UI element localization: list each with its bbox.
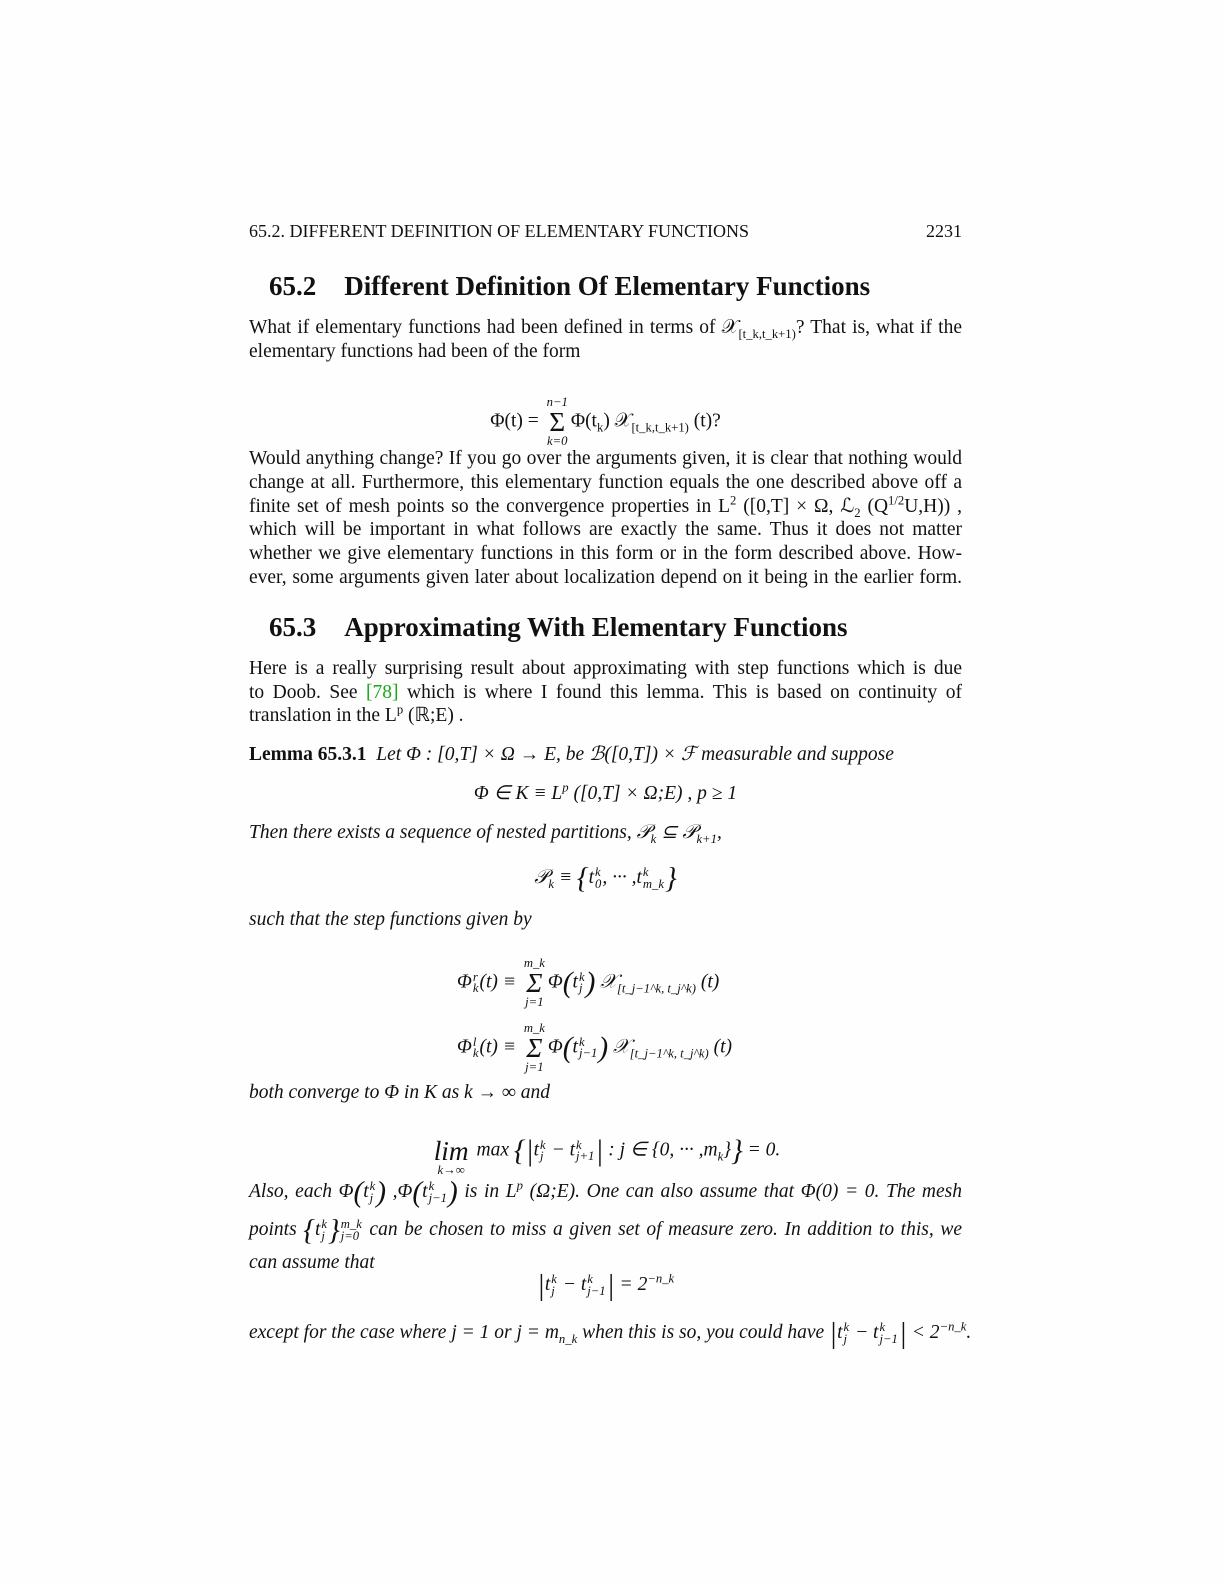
text-run: (t) ≡ <box>479 971 521 993</box>
paragraph-line <box>249 566 962 590</box>
text-run: finite set of mesh points so the convergence properties in L <box>249 496 730 517</box>
text-run: = 2 <box>614 1274 648 1295</box>
superscript: l <box>472 1034 477 1049</box>
delimiter: | <box>606 1269 615 1302</box>
sup-sub-stack <box>587 1274 605 1297</box>
subscript: k <box>596 420 604 435</box>
lemma-text <box>376 744 894 765</box>
upper-limit: m_k <box>523 956 545 970</box>
upper-limit: m_k <box>523 1021 545 1035</box>
sup-sub-stack <box>370 1181 376 1204</box>
subscript: k <box>650 831 657 846</box>
lemma-line <box>249 1214 962 1247</box>
superscript: k <box>540 1137 546 1152</box>
sup-sub-stack <box>551 1274 557 1297</box>
subscript: k <box>472 981 479 996</box>
delimiter: ) <box>585 967 596 1000</box>
sup-sub-stack <box>540 1137 546 1164</box>
text-run: Also, each Φ <box>249 1181 354 1202</box>
text-run: t <box>572 971 578 993</box>
superscript: r <box>472 969 478 984</box>
sup-sub-stack <box>472 969 479 996</box>
text-run: Here is a really surprising result about approximating with step functions which is due <box>249 658 962 679</box>
text-run: Φ <box>547 1036 563 1058</box>
lemma-line <box>249 821 962 845</box>
lower-limit: j=1 <box>525 1060 544 1074</box>
display-equation <box>249 1269 962 1302</box>
paragraph-line <box>249 447 962 471</box>
text-run: max <box>471 1139 514 1161</box>
superscript: k <box>551 1272 557 1287</box>
section-number: 65.3 <box>269 612 317 642</box>
section-number: 65.2 <box>269 271 317 301</box>
lower-limit: k=0 <box>546 434 568 448</box>
text-run: ,Φ <box>386 1181 413 1202</box>
sup-sub-stack <box>643 867 664 890</box>
text-run: when this is so, you could have <box>577 1322 830 1343</box>
superscript: k <box>578 969 585 984</box>
delimiter: { <box>576 862 589 895</box>
operator-symbol: Σ <box>526 1032 543 1063</box>
sup-sub-stack <box>321 1219 327 1242</box>
text-run: Then there exists a sequence of nested partitions, 𝒫 <box>249 822 651 843</box>
text-run: 𝒳 <box>608 1036 630 1058</box>
display-equation <box>249 1122 962 1181</box>
sup-sub-stack <box>429 1181 447 1204</box>
delimiter: | <box>898 1317 907 1350</box>
text-run: . <box>966 1322 972 1343</box>
delimiter: ) <box>447 1176 458 1209</box>
delimiter: ) <box>598 1032 609 1065</box>
text-run: elementary functions had been of the form <box>249 341 581 362</box>
text-run: What if elementary functions had been defined in terms of 𝒳 <box>249 317 739 338</box>
superscript: k <box>843 1320 850 1335</box>
subscript: m_k <box>642 876 664 891</box>
superscript: k <box>595 865 601 880</box>
delimiter: } <box>328 1214 340 1247</box>
text-run: 𝒫 <box>534 867 549 888</box>
summation-operator <box>434 1122 469 1181</box>
operator-symbol: lim <box>433 1135 469 1166</box>
sup-sub-stack <box>844 1322 850 1345</box>
running-header <box>249 219 962 243</box>
superscript: k <box>428 1179 435 1194</box>
text-run: can assume that <box>249 1252 375 1273</box>
running-title: 65.2. DIFFERENT DEFINITION OF ELEMENTARY FUNCTIONS <box>249 221 750 241</box>
superscript: −n_k <box>939 1319 967 1334</box>
delimiter: ( <box>562 967 573 1000</box>
paragraph-line <box>249 518 962 542</box>
text-run: t <box>533 1139 540 1161</box>
operator-symbol: Σ <box>549 406 566 437</box>
subscript: j+1 <box>575 1149 595 1164</box>
superscript: k <box>879 1320 886 1335</box>
subscript: k <box>472 1046 479 1061</box>
subscript: j−1 <box>428 1190 447 1205</box>
text-run: ⊆ 𝒫 <box>656 822 697 843</box>
delimiter: { <box>513 1135 526 1168</box>
text-run: both converge to Φ in K as k → ∞ and <box>249 1082 550 1103</box>
text-run: (t)? <box>688 410 721 432</box>
lower-limit: k→∞ <box>437 1163 465 1177</box>
text-run: < 2 <box>906 1322 940 1343</box>
delimiter: } <box>665 862 677 895</box>
text-run: − t <box>850 1322 879 1343</box>
text-run: except for the case where j = 1 or j = m <box>249 1322 559 1343</box>
lemma-label: Lemma 65.3.1 <box>249 744 367 765</box>
text-run: t <box>544 1274 551 1295</box>
section-heading-65-3 <box>269 612 982 642</box>
superscript: k <box>587 1272 593 1287</box>
subscript: n_k <box>558 1331 578 1346</box>
text-run: t <box>572 1036 578 1058</box>
superscript: k <box>575 1137 582 1152</box>
superscript: k <box>369 1179 376 1194</box>
text-run: ([0,T] × Ω;E) , p ≥ 1 <box>568 783 738 804</box>
text-run: which will be important in what follows are exactly the same. Thus it does not matter <box>249 519 962 540</box>
text-run: U,H)) , <box>904 496 962 517</box>
lemma-statement <box>249 743 962 767</box>
text-run: t <box>588 867 595 888</box>
display-equation <box>249 393 962 452</box>
subscript: k+1 <box>696 831 717 846</box>
text-run: points <box>249 1219 304 1240</box>
superscript: p <box>516 1178 523 1193</box>
text-run: t <box>837 1322 843 1343</box>
text-run: (ℝ;E) . <box>403 705 464 726</box>
subscript: j <box>321 1228 325 1243</box>
lemma-line <box>249 1176 962 1209</box>
lemma-line <box>249 1081 962 1105</box>
sup-sub-stack <box>472 1034 479 1061</box>
subscript: j <box>551 1283 555 1298</box>
text-run: Φ(t <box>570 410 597 432</box>
subscript: j−1 <box>879 1331 898 1346</box>
sup-sub-stack <box>575 1137 595 1164</box>
text-run: translation in the L <box>249 705 397 726</box>
superscript: −n_k <box>647 1271 675 1286</box>
text-run: which is where I found this lemma. This is based on continuity of <box>398 682 963 703</box>
subscript: j <box>578 981 583 996</box>
subscript: [t_k,t_k+1) <box>631 420 689 435</box>
text-run: (Ω;E). One can also assume that Φ(0) = 0. The mesh <box>522 1181 962 1202</box>
summation-operator <box>547 393 568 452</box>
text-run: change at all. Furthermore, this elementary function equals the one described above off a <box>249 472 962 493</box>
text-run: ≡ <box>553 867 577 888</box>
subscript: k <box>548 876 554 891</box>
text-run: (t) ≡ <box>479 1036 521 1058</box>
display-equation <box>249 782 962 806</box>
text-run: , <box>716 822 722 843</box>
text-run: Φ(t) = <box>490 410 544 432</box>
delimiter: } <box>731 1135 743 1168</box>
subscript: j <box>540 1149 544 1164</box>
citation-link: [78] <box>366 682 399 703</box>
text-run: whether we give elementary functions in this form or in the form described above. How- <box>249 543 962 564</box>
paragraph-line <box>249 471 962 495</box>
text-run: (Q <box>860 496 889 517</box>
text-run: 𝒳 <box>595 971 617 993</box>
lemma-line <box>249 908 962 932</box>
lower-limit: j=1 <box>525 995 544 1009</box>
text-run: − t <box>546 1139 575 1161</box>
text-run: ([0,T] × Ω, ℒ <box>736 496 855 517</box>
subscript: j=0 <box>340 1228 360 1243</box>
upper-limit: n−1 <box>546 395 568 409</box>
paragraph-line <box>249 704 962 728</box>
paragraph-line <box>249 316 962 340</box>
text-run: ) 𝒳 <box>603 410 632 432</box>
paragraph-line <box>249 681 962 705</box>
delimiter: ( <box>562 1032 573 1065</box>
sup-sub-stack <box>879 1322 897 1345</box>
paragraph-line <box>249 340 962 364</box>
text-run: (t) <box>708 1036 732 1058</box>
display-equation-phi-r <box>457 954 719 1013</box>
superscript: p <box>396 702 404 717</box>
superscript: 2 <box>730 493 737 508</box>
paragraph-line <box>249 542 962 566</box>
text-run: Φ ∈ K ≡ L <box>473 783 563 804</box>
delimiter: ( <box>353 1176 364 1209</box>
superscript: k <box>321 1217 328 1232</box>
text-run: t <box>363 1181 369 1202</box>
text-run: } <box>723 1139 732 1161</box>
operator-symbol: Σ <box>526 967 543 998</box>
sup-sub-stack <box>341 1219 362 1242</box>
paragraph-line <box>249 495 962 519</box>
lemma-line <box>249 1317 972 1350</box>
subscript: 0 <box>595 876 602 891</box>
text-run: (t) <box>695 971 720 993</box>
subscript: [t_j−1^k, t_j^k) <box>616 981 696 996</box>
text-run: ? That is, what if the <box>795 317 962 338</box>
section-heading-65-2 <box>269 271 982 301</box>
subscript: 2 <box>854 505 861 520</box>
delimiter: | <box>525 1135 534 1168</box>
subscript: j <box>843 1331 848 1346</box>
subscript: [t_j−1^k, t_j^k) <box>629 1046 709 1061</box>
sup-sub-stack <box>578 969 585 996</box>
delimiter: | <box>536 1269 545 1302</box>
page-number: 2231 <box>926 221 962 241</box>
subscript: k <box>717 1149 724 1164</box>
text-run: can be chosen to miss a given set of measure zero. In addition to this, we <box>362 1219 962 1240</box>
section-title: Different Definition Of Elementary Functions <box>344 271 871 301</box>
text-run: to Doob. See <box>249 682 367 703</box>
text-run: t <box>314 1219 321 1240</box>
text-run: , ··· ,t <box>602 867 642 888</box>
superscript: 1/2 <box>888 493 905 508</box>
lemma-line <box>249 1251 962 1275</box>
subscript: j−1 <box>587 1283 606 1298</box>
text-run: Would anything change? If you go over the arguments given, it is clear that nothing would <box>249 448 962 469</box>
subscript: j−1 <box>578 1046 598 1061</box>
subscript: j <box>369 1190 374 1205</box>
delimiter: { <box>303 1214 315 1247</box>
delimiter: ) <box>376 1176 387 1209</box>
sup-sub-stack <box>578 1034 598 1061</box>
text-run: − t <box>557 1274 587 1295</box>
summation-operator <box>524 954 545 1013</box>
text-run: Φ <box>457 1036 472 1058</box>
section-title: Approximating With Elementary Functions <box>344 612 848 642</box>
text-run: Let Φ : [0,T] × Ω → E, be ℬ([0,T]) × ℱ measurable and suppose <box>376 744 894 765</box>
summation-operator <box>524 1019 545 1078</box>
paragraph-line <box>249 657 962 681</box>
text-run: such that the step functions given by <box>249 909 532 930</box>
text-run: is in L <box>457 1181 517 1202</box>
sup-sub-stack <box>595 867 601 890</box>
delimiter: | <box>829 1317 838 1350</box>
display-equation <box>249 862 962 895</box>
text-run: : j ∈ {0, ··· ,m <box>603 1139 718 1161</box>
display-equation-phi-l <box>457 1019 732 1078</box>
text-run: Φ <box>547 971 563 993</box>
delimiter: | <box>595 1135 604 1168</box>
superscript: m_k <box>340 1217 362 1232</box>
delimiter: ( <box>412 1176 423 1209</box>
text-run: ever, some arguments given later about localization depend on it being in the earlier form. <box>249 567 962 588</box>
superscript: k <box>642 865 649 880</box>
text-run: = 0. <box>742 1139 781 1161</box>
superscript: p <box>562 780 569 795</box>
text-run: t <box>422 1181 428 1202</box>
text-run: Φ <box>457 971 472 993</box>
subscript: [t_k,t_k+1) <box>738 326 796 341</box>
superscript: k <box>578 1034 585 1049</box>
